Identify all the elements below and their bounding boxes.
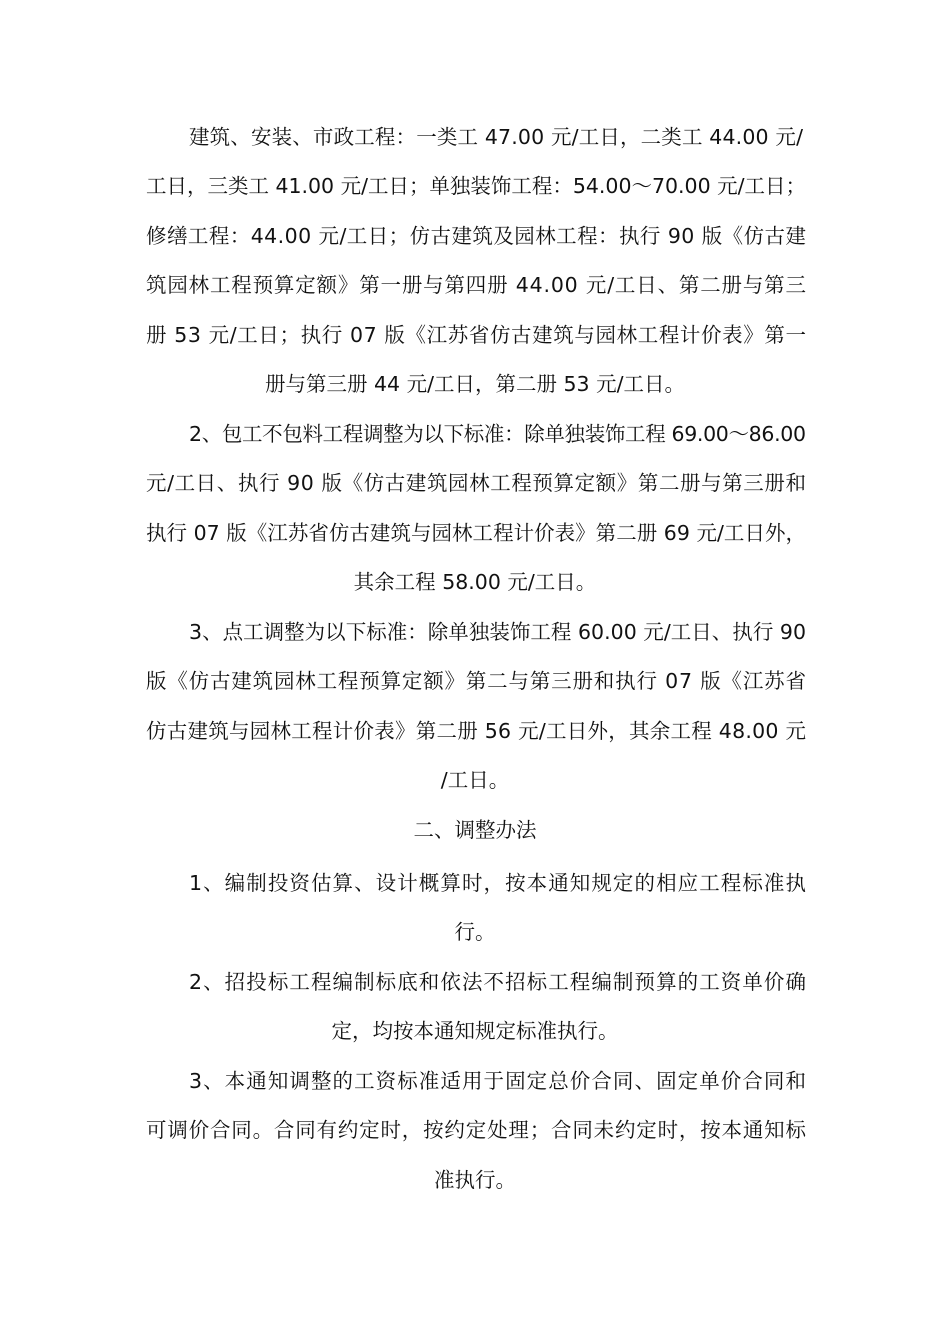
text-line: 准执行。: [434, 1168, 516, 1192]
text-line: 2、包工不包料工程调整为以下标准：除单独装饰工程 69.00～86.00: [189, 422, 806, 446]
text-line: 定，均按本通知规定标准执行。: [331, 1019, 619, 1043]
text-line: 1、编制投资估算、设计概算时，按本通知规定的相应工程标准执: [189, 871, 808, 895]
text-line: 3、本通知调整的工资标准适用于固定总价合同、固定单价合同和: [189, 1069, 808, 1093]
text-line: 元/工日、执行 90 版《仿古建筑园林工程预算定额》第二册与第三册和: [146, 471, 807, 495]
text-line: 可调价合同。合同有约定时，按约定处理；合同未约定时，按本通知标: [146, 1118, 807, 1142]
text-line: 行。: [454, 920, 496, 944]
text-line: 修缮工程：44.00 元/工日；仿古建筑及园林工程：执行 90 版《仿古建: [146, 224, 807, 248]
text-line: 册 53 元/工日；执行 07 版《江苏省仿古建筑与园林工程计价表》第一: [146, 323, 807, 347]
section-heading: 二、调整办法: [413, 818, 537, 842]
text-line: /工日。: [440, 768, 510, 792]
text-line: 2、招投标工程编制标底和依法不招标工程编制预算的工资单价确: [189, 970, 808, 994]
text-line: 筑园林工程预算定额》第一册与第四册 44.00 元/工日、第二册与第三: [146, 273, 807, 297]
text-line: 版《仿古建筑园林工程预算定额》第二与第三册和执行 07 版《江苏省: [146, 669, 807, 693]
text-line: 执行 07 版《江苏省仿古建筑与园林工程计价表》第二册 69 元/工日外，: [146, 521, 807, 545]
text-line: 册与第三册 44 元/工日，第二册 53 元/工日。: [264, 372, 686, 396]
text-line: 3、点工调整为以下标准：除单独装饰工程 60.00 元/工日、执行 90: [189, 620, 807, 644]
text-line: 工日，三类工 41.00 元/工日；单独装饰工程：54.00～70.00 元/工日；: [146, 174, 806, 198]
text-line: 建筑、安装、市政工程：一类工 47.00 元/工日，二类工 44.00 元/: [189, 125, 804, 149]
text-line: 其余工程 58.00 元/工日。: [353, 570, 597, 594]
text-line: 仿古建筑与园林工程计价表》第二册 56 元/工日外，其余工程 48.00 元: [146, 719, 807, 743]
